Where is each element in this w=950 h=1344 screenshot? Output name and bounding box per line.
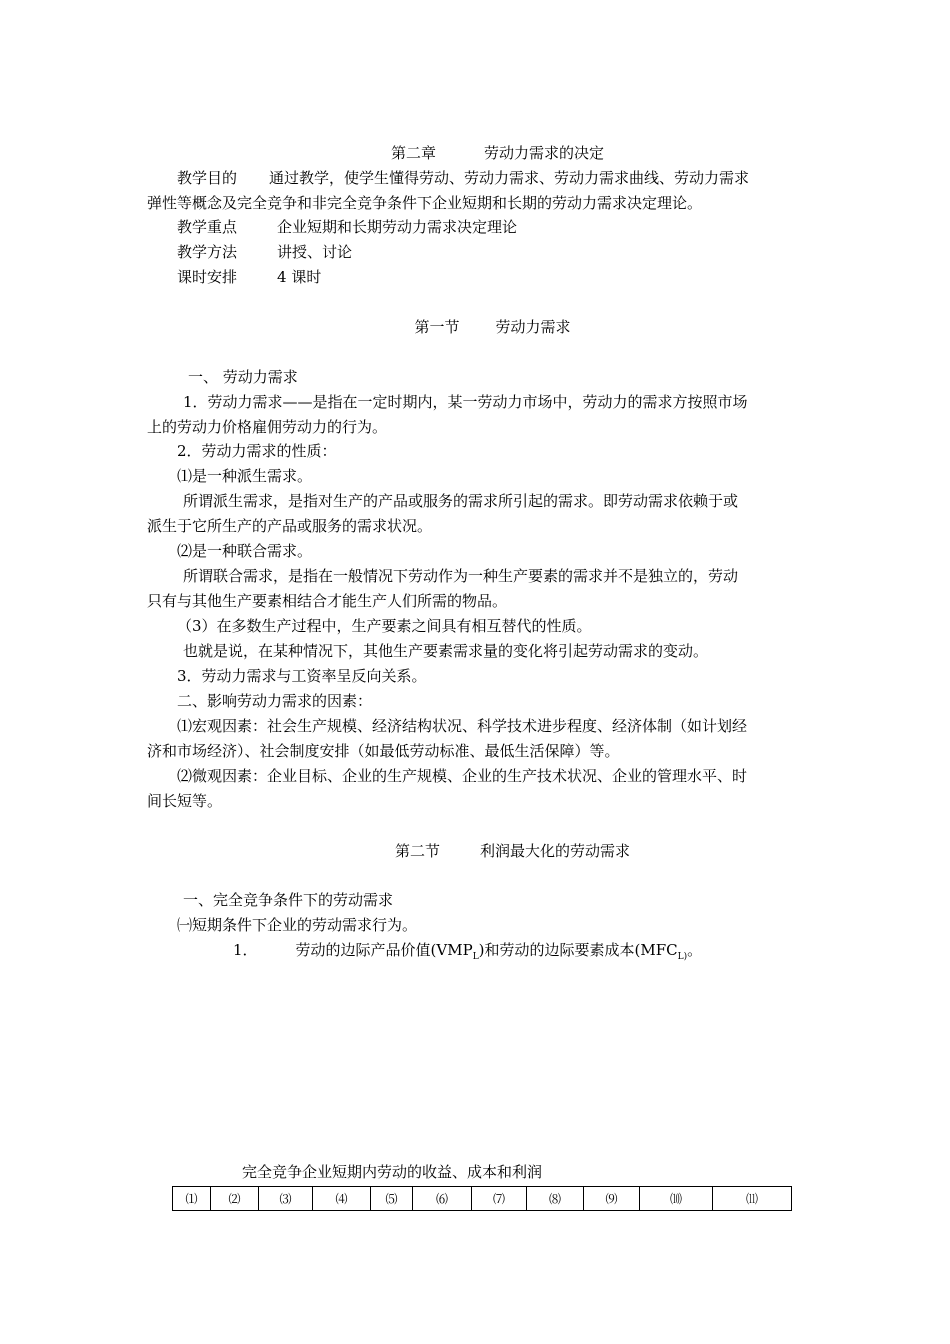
section1-p4-l1: 所谓派生需求，是指对生产的产品或服务的需求所引起的需求。即劳动需求依赖于或 [183, 492, 739, 510]
section1-label: 第一节 [414, 318, 460, 336]
item-text-c: 。 [687, 941, 703, 959]
section1-p1-l2: 上的劳动力价格雇佣劳动力的行为。 [147, 418, 388, 436]
section2-h2: ㈠短期条件下企业的劳动需求行为。 [177, 916, 418, 934]
section1-p5: ⑵是一种联合需求。 [177, 542, 313, 560]
table-header-cell: ⑹ [413, 1187, 472, 1211]
schedule-value: 4 课时 [277, 268, 322, 286]
section1-p11-l2: 间长短等。 [147, 792, 223, 810]
table-header-cell: ⑴ [173, 1187, 211, 1211]
item-text-a: 劳动的边际产品价值(VMP [295, 941, 473, 959]
methods-line [177, 242, 352, 262]
section1-p1-l1: 1．劳动力需求——是指在一定时期内，某一劳动力市场中，劳动力的需求方按照市场 [183, 393, 748, 411]
item-text-b: )和劳动的边际要素成本(MFC [478, 941, 678, 959]
section1-p8: 也就是说，在某种情况下，其他生产要素需求量的变化将引起劳动需求的变动。 [183, 642, 709, 660]
section1-h1: 一、 劳动力需求 [188, 368, 298, 386]
section1-h2: 二、影响劳动力需求的因素： [177, 692, 373, 710]
item-sub-1: L [472, 952, 479, 962]
section1-p6-l2: 只有与其他生产要素相结合才能生产人们所需的物品。 [147, 592, 508, 610]
table-header-cell: ⑾ [713, 1187, 792, 1211]
table-header-cell: ⑻ [527, 1187, 584, 1211]
table-header-row [173, 1187, 792, 1211]
section1-p7: （3）在多数生产过程中，生产要素之间具有相互替代的性质。 [177, 617, 592, 635]
section1-p10-l2: 济和市场经济）、社会制度安排（如最低劳动标准、最低生活保障）等。 [147, 742, 620, 760]
table-header-cell: ⑵ [211, 1187, 259, 1211]
section2-label: 第二节 [394, 842, 440, 860]
objectives-text-1: 通过教学，使学生懂得劳动、劳动力需求、劳动力需求曲线、劳动力需求 [269, 169, 750, 187]
table-header-cell: ⑼ [584, 1187, 640, 1211]
key-points-label: 教学重点 [177, 218, 238, 236]
table-header-cell: ⑽ [640, 1187, 713, 1211]
section1-p4-l2: 派生于它所生产的产品或服务的需求状况。 [147, 517, 433, 535]
section1-p2: 2．劳动力需求的性质： [177, 442, 337, 460]
key-points-value: 企业短期和长期劳动力需求决定理论 [277, 218, 518, 236]
methods-label: 教学方法 [177, 243, 238, 261]
chapter-title: 劳动力需求的决定 [484, 144, 605, 162]
section2-title: 利润最大化的劳动需求 [480, 842, 631, 860]
schedule-line [177, 267, 321, 287]
data-table [172, 1186, 792, 1211]
chapter-heading [0, 143, 950, 163]
section1-p6-l1: 所谓联合需求，是指在一般情况下劳动作为一种生产要素的需求并不是独立的，劳动 [183, 567, 739, 585]
table-header-cell: ⑶ [259, 1187, 313, 1211]
table-caption: 完全竞争企业短期内劳动的收益、成本和利润 [242, 1163, 543, 1181]
objectives-line-2: 弹性等概念及完全竞争和非完全竞争条件下企业短期和长期的劳动力需求决定理论。 [147, 194, 703, 212]
objectives-line-1 [177, 168, 807, 188]
section1-title: 劳动力需求 [495, 318, 571, 336]
section2-h1: 一、完全竞争条件下的劳动需求 [183, 891, 394, 909]
key-points-line [177, 217, 517, 237]
section1-heading [0, 317, 950, 337]
table-header-cell: ⑸ [371, 1187, 413, 1211]
section1-p10-l1: ⑴宏观因素：社会生产规模、经济结构状况、科学技术进步程度、经济体制（如计划经 [177, 717, 748, 735]
section1-p9: 3．劳动力需求与工资率呈反向关系。 [177, 667, 427, 685]
objectives-label: 教学目的 [177, 169, 238, 187]
section1-p3: ⑴是一种派生需求。 [177, 467, 313, 485]
section2-heading [0, 841, 950, 861]
chapter-label: 第二章 [390, 144, 436, 162]
methods-value: 讲授、讨论 [277, 243, 353, 261]
table-header-cell: ⑷ [313, 1187, 371, 1211]
schedule-label: 课时安排 [177, 268, 238, 286]
table-header-cell: ⑺ [472, 1187, 527, 1211]
section1-p11-l1: ⑵微观因素：企业目标、企业的生产规模、企业的生产技术状况、企业的管理水平、时 [177, 767, 748, 785]
section2-item-1 [233, 940, 702, 960]
item-number: 1． [233, 941, 258, 959]
item-sub-2: L) [677, 952, 688, 962]
